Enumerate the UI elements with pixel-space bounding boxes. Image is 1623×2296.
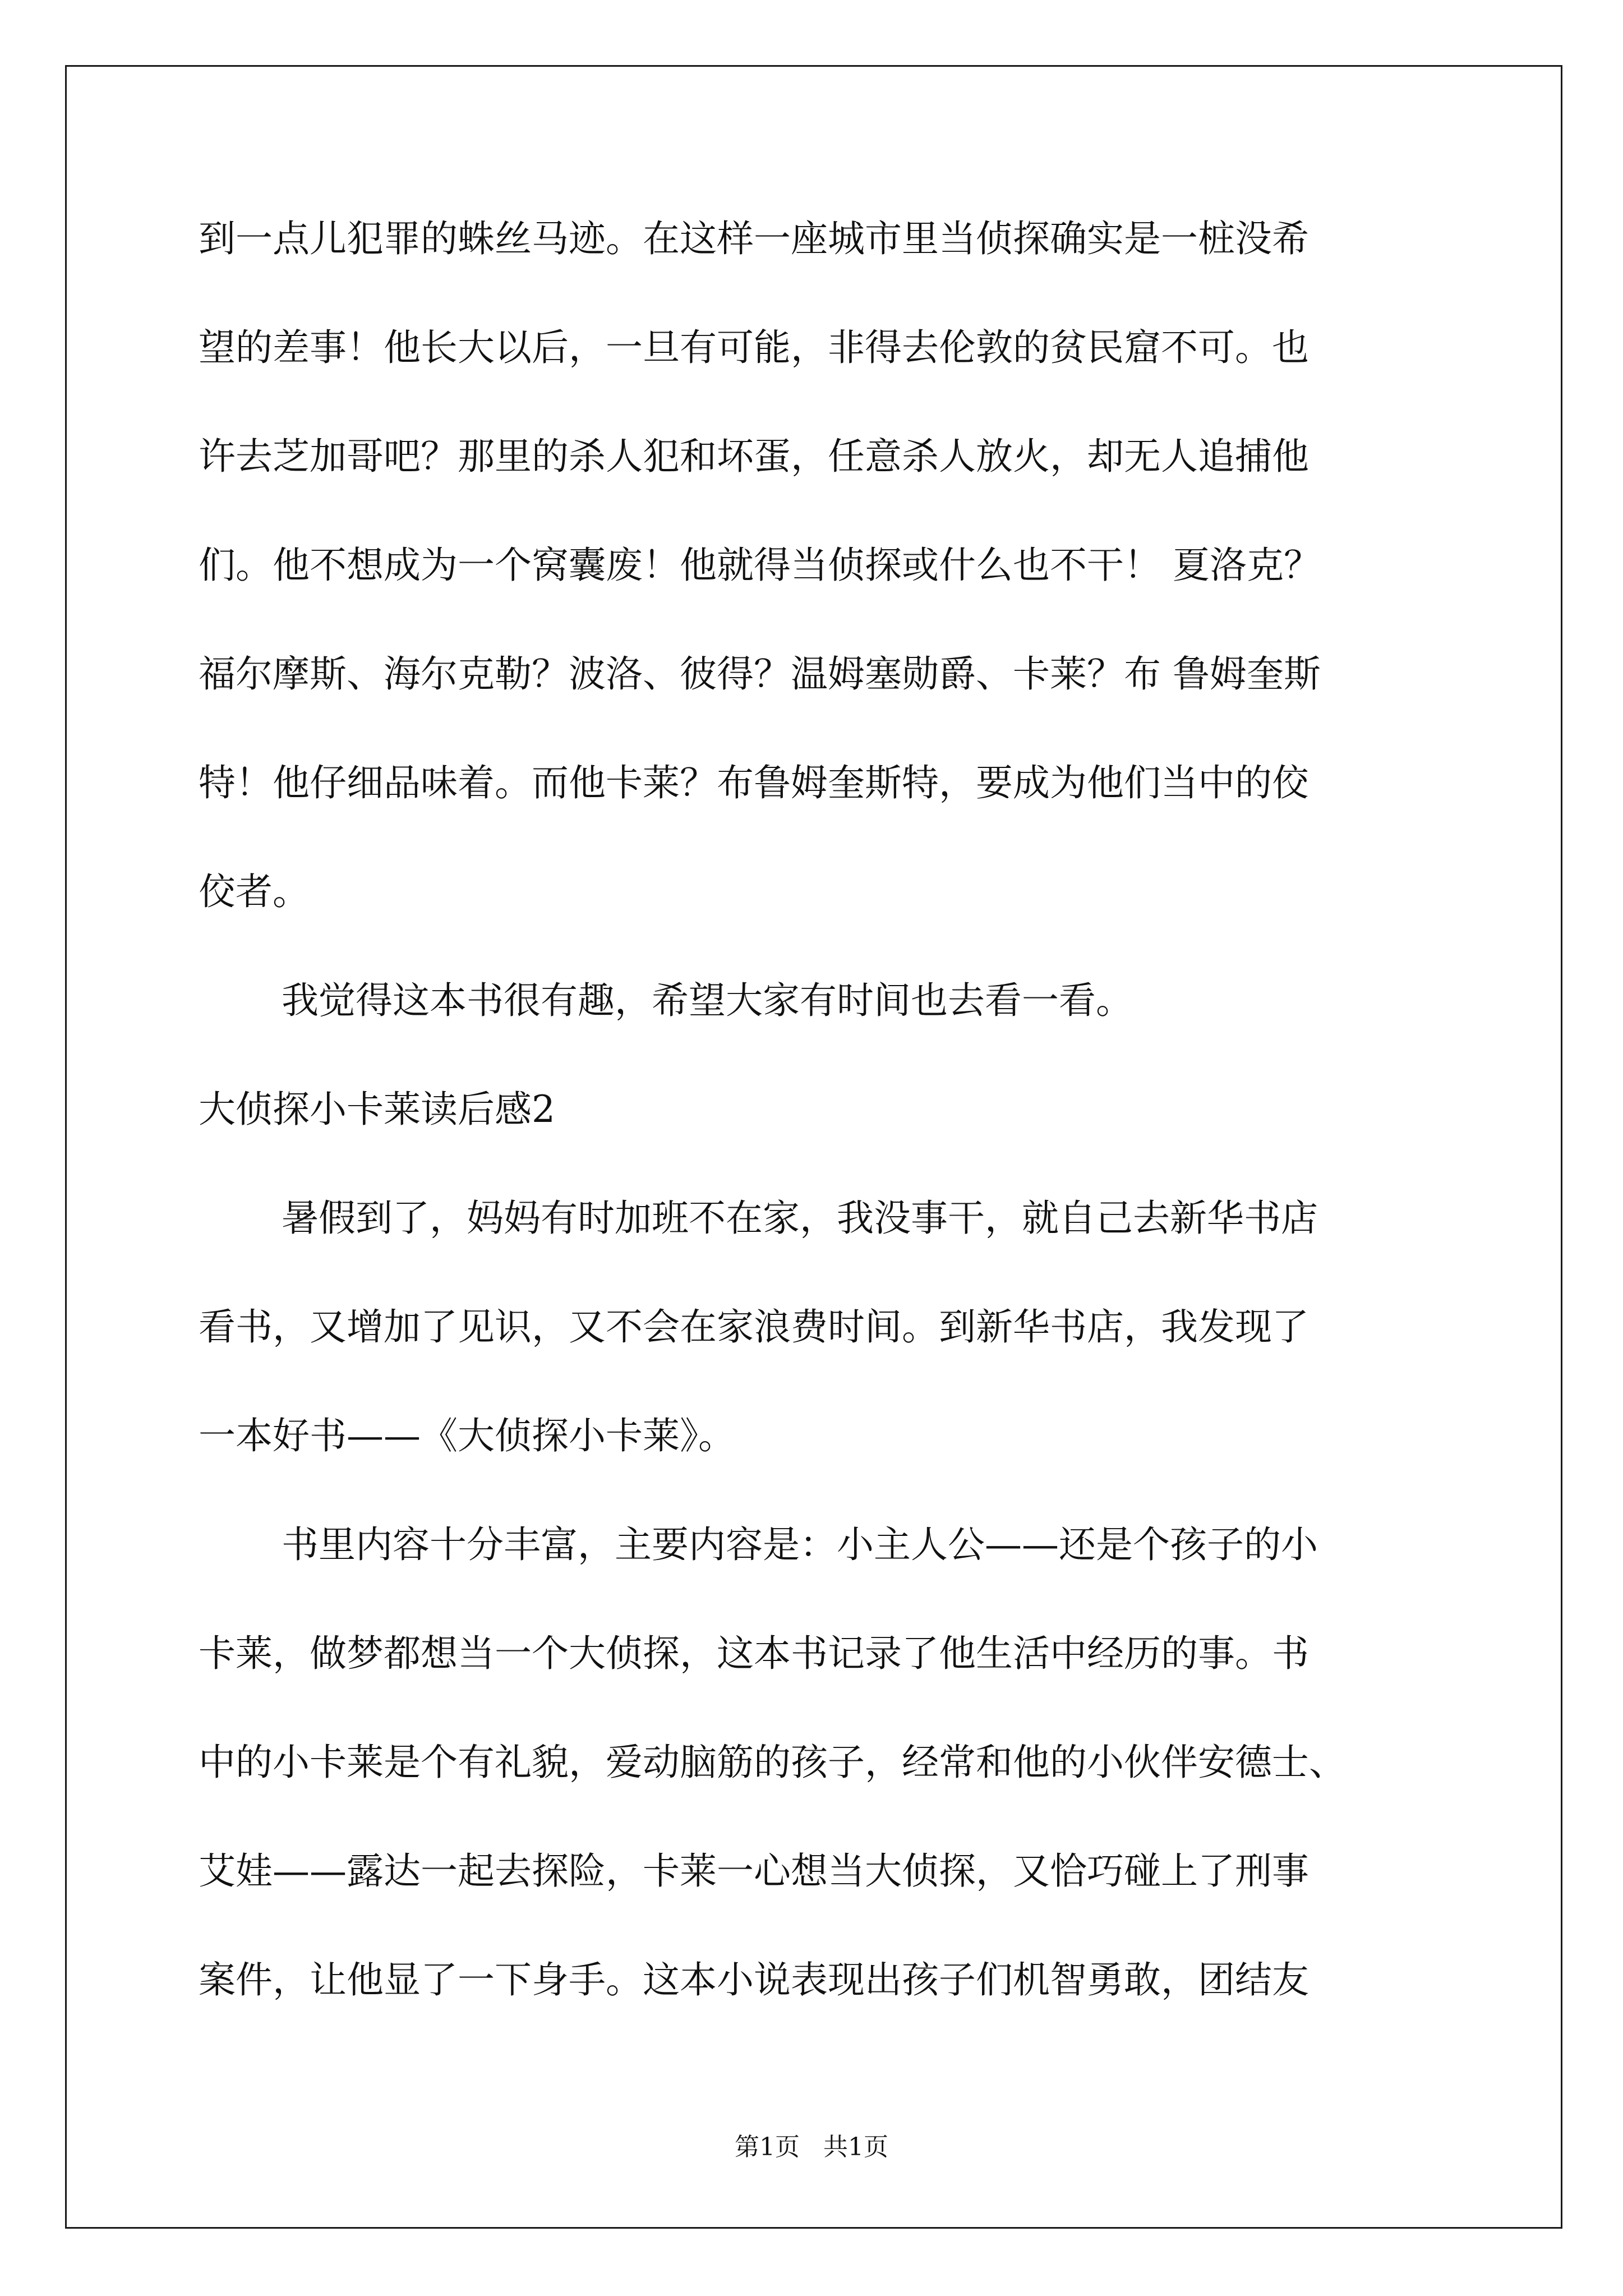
text-line: 卡莱，做梦都想当一个大侦探，这本书记录了他生活中经历的事。书 xyxy=(199,1632,1309,1675)
text-line: 特！他仔细品味着。而他卡莱？布鲁姆奎斯特，要成为他们当中的佼 xyxy=(199,761,1309,804)
page-border xyxy=(65,65,1562,2229)
paragraph-line: 我觉得这本书很有趣，希望大家有时间也去看一看。 xyxy=(282,979,1133,1022)
paragraph-line: 暑假到了，妈妈有时加班不在家，我没事干，就自己去新华书店 xyxy=(282,1197,1318,1240)
paragraph-line: 书里内容十分丰富，主要内容是：小主人公——还是个孩子的小 xyxy=(282,1523,1318,1566)
text-line: 一本好书——《大侦探小卡莱》。 xyxy=(199,1414,735,1457)
text-line: 中的小卡莱是个有礼貌，爱动脑筋的孩子，经常和他的小伙伴安德士、 xyxy=(199,1741,1346,1784)
page-footer: 第1页 共1页 xyxy=(735,2133,888,2161)
text-line: 到一点儿犯罪的蛛丝马迹。在这样一座城市里当侦探确实是一桩没希 xyxy=(199,217,1309,260)
text-line: 艾娃——露达一起去探险，卡莱一心想当大侦探，又恰巧碰上了刑事 xyxy=(199,1849,1309,1893)
text-line: 案件，让他显了一下身手。这本小说表现出孩子们机智勇敢，团结友 xyxy=(199,1958,1309,2001)
text-line: 佼者。 xyxy=(199,870,310,913)
text-line: 望的差事！他长大以后，一旦有可能，非得去伦敦的贫民窟不可。也 xyxy=(199,326,1309,369)
text-line: 许去芝加哥吧？那里的杀人犯和坏蛋，任意杀人放火，却无人追捕他 xyxy=(199,435,1309,478)
section-heading: 大侦探小卡莱读后感2 xyxy=(199,1088,555,1131)
text-line: 福尔摩斯、海尔克勒？波洛、彼得？温姆塞勋爵、卡莱？布 鲁姆奎斯 xyxy=(199,652,1321,696)
text-line: 们。他不想成为一个窝囊废！他就得当侦探或什么也不干！ 夏洛克？ xyxy=(199,544,1321,587)
text-line: 看书，又增加了见识，又不会在家浪费时间。到新华书店，我发现了 xyxy=(199,1305,1309,1349)
